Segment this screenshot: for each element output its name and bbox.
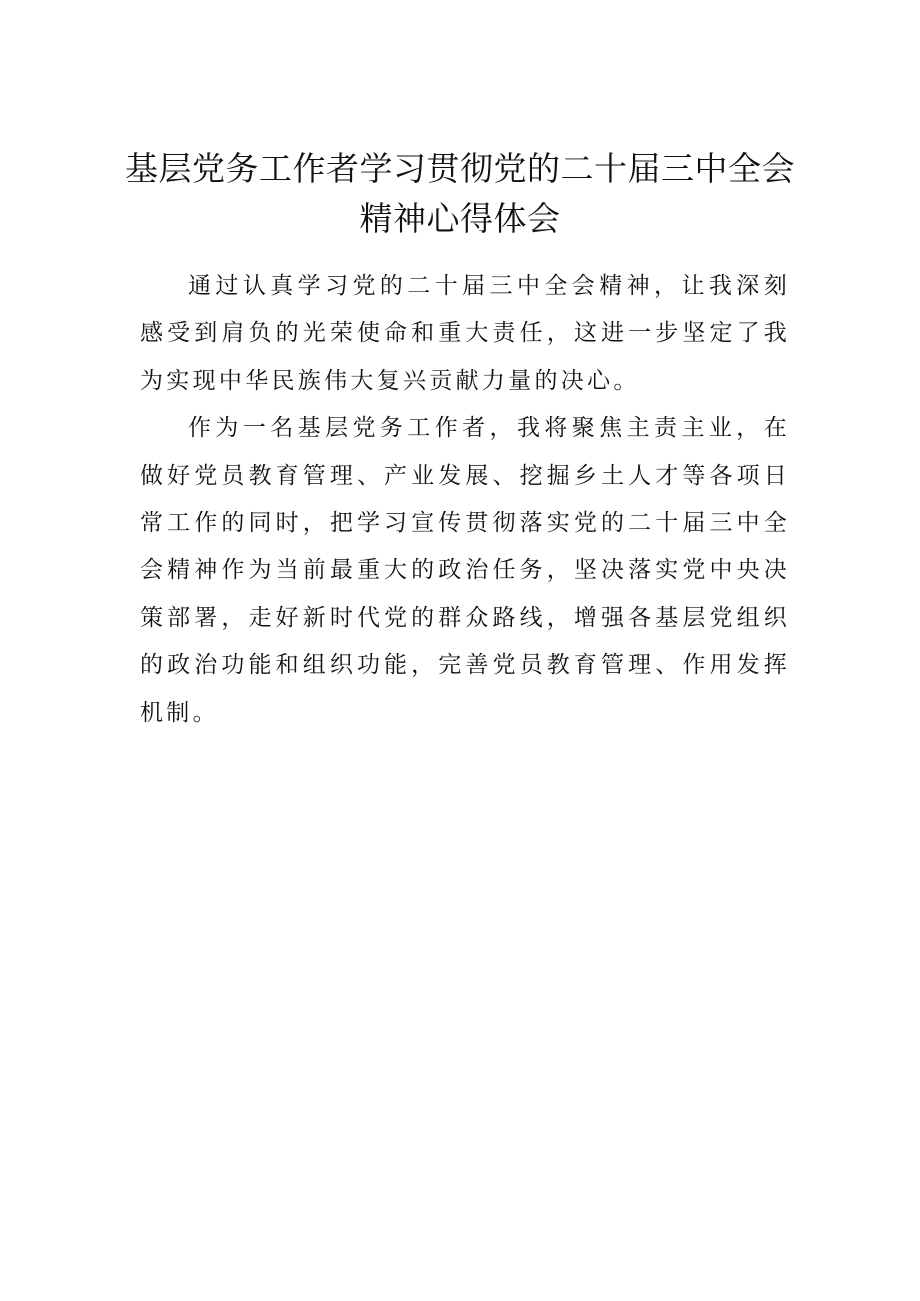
paragraph-2: 作为一名基层党务工作者，我将聚焦主责主业，在做好党员教育管理、产业发展、挖掘乡土人才等各项日常工作的同时，把学习宣传贯彻落实党的二十届三中全会精神作为当前最重大的政治任务，坚决落实党中央决策部署，走好新时代党的群众路线，增强各基层党组织的政治功能和组织功能，完善党员教育管理、作用发挥机制。	[140, 415, 790, 726]
document-title	[0, 144, 920, 244]
title-line-1: 基层党务工作者学习贯彻党的二十届三中全会	[125, 149, 795, 188]
title-line-2: 精神心得体会	[359, 199, 561, 238]
paragraph-1: 通过认真学习党的二十届三中全会精神，让我深刻感受到肩负的光荣使命和重大责任，这进一步坚定了我为实现中华民族伟大复兴贡献力量的决心。	[140, 273, 790, 394]
document-body	[140, 263, 790, 737]
